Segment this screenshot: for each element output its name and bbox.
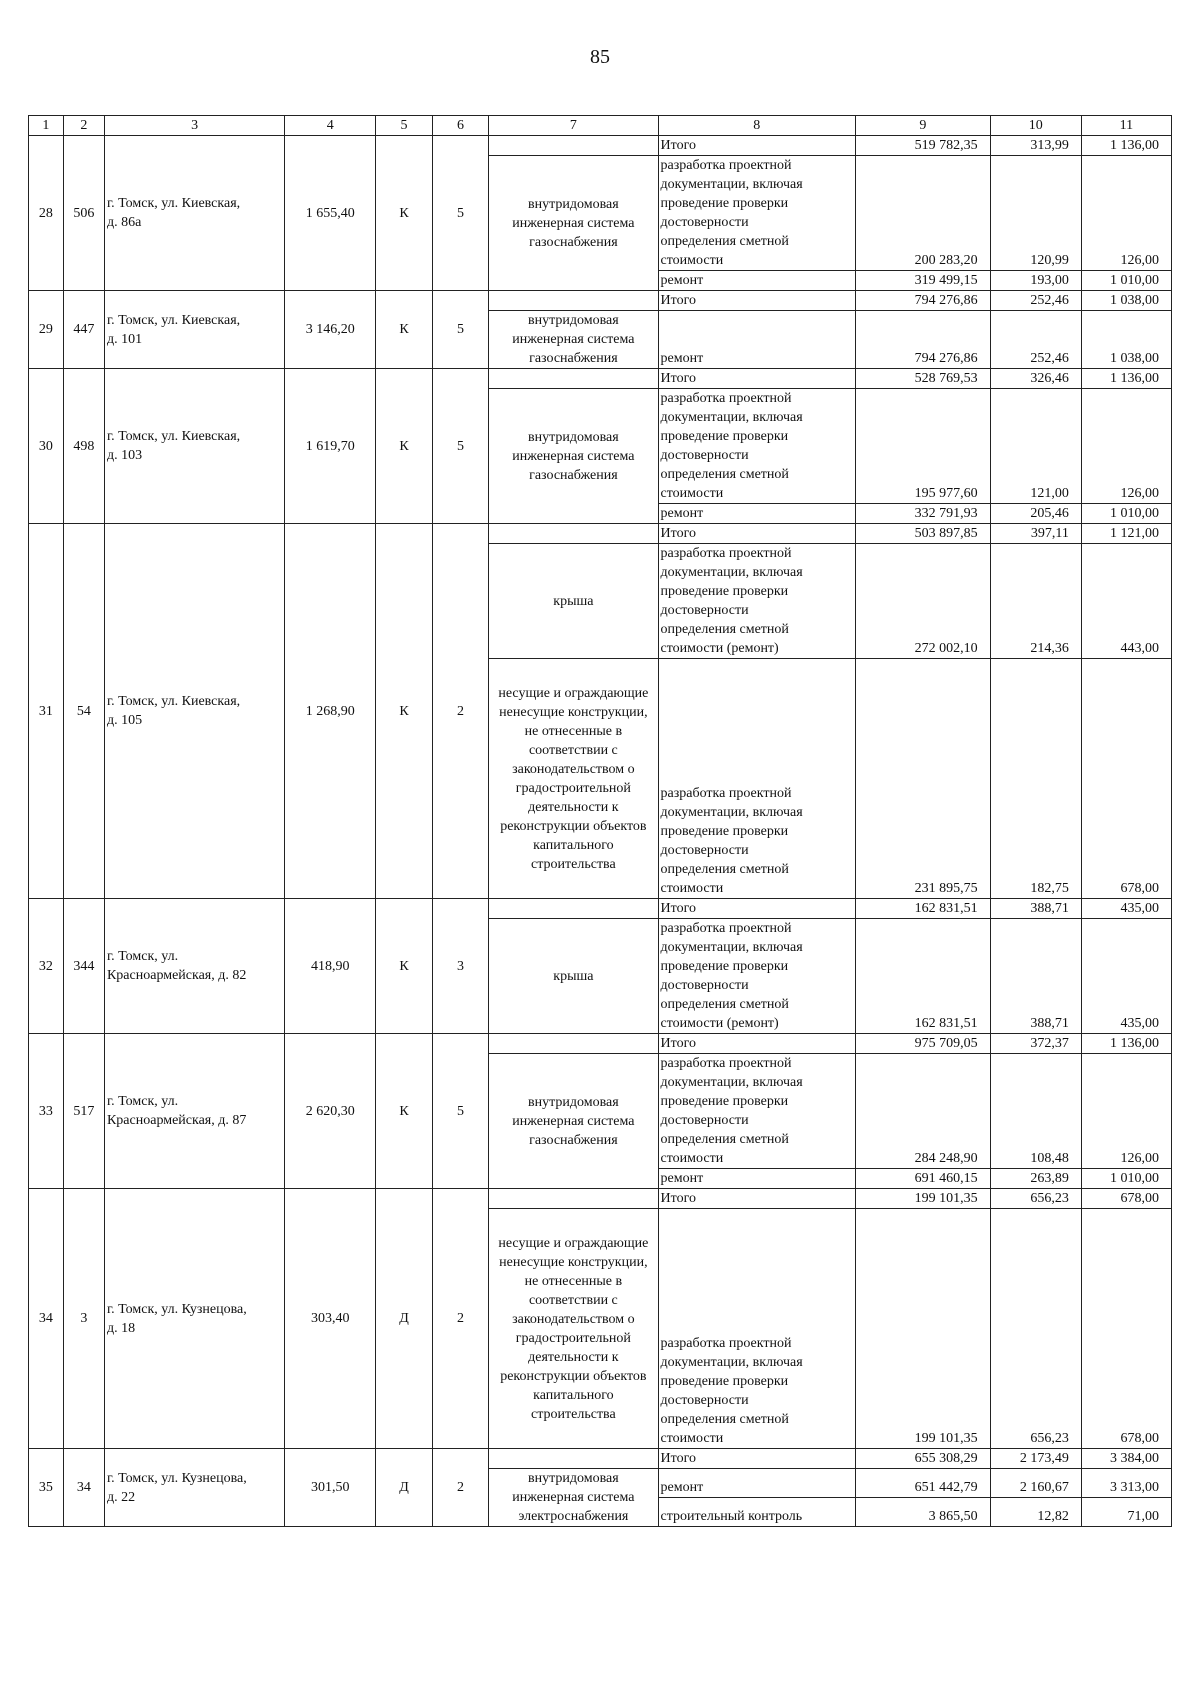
total-label: Итого	[658, 899, 856, 919]
house-id: 506	[63, 136, 104, 291]
row-number: 32	[29, 899, 64, 1034]
house-id: 54	[63, 524, 104, 899]
work-limit: 1 010,00	[1081, 271, 1171, 291]
work-limit: 126,00	[1081, 389, 1171, 504]
area: 1 619,70	[285, 369, 376, 524]
house-total-row	[29, 1034, 1172, 1054]
element-blank	[489, 136, 658, 156]
house-id: 517	[63, 1034, 104, 1189]
column-6-value: 5	[432, 1034, 488, 1189]
work-type: ремонт	[658, 1169, 856, 1189]
row-number: 35	[29, 1449, 64, 1527]
house-type: К	[376, 369, 432, 524]
column-6-value: 2	[432, 1449, 488, 1527]
work-cost-per-sqm: 263,89	[990, 1169, 1081, 1189]
work-limit: 1 010,00	[1081, 504, 1171, 524]
work-cost-per-sqm: 120,99	[990, 156, 1081, 271]
work-type: ремонт	[658, 271, 856, 291]
column-6-value: 5	[432, 369, 488, 524]
column-header-11: 11	[1081, 116, 1171, 136]
area: 1 268,90	[285, 524, 376, 899]
structural-element: внутридомовая инженерная система газоснабжения	[489, 311, 658, 369]
structural-element: внутридомовая инженерная система газоснабжения	[489, 1054, 658, 1189]
address: г. Томск, ул. Кузнецова, д. 22	[104, 1449, 284, 1527]
work-type: строительный контроль	[658, 1498, 856, 1527]
total-cost-per-sqm: 397,11	[990, 524, 1081, 544]
column-header-10: 10	[990, 116, 1081, 136]
column-header-2: 2	[63, 116, 104, 136]
total-cost-per-sqm: 656,23	[990, 1189, 1081, 1209]
work-type: разработка проектной документации, включая проведение проверки достоверности определения сметной стоимости (ремонт)	[658, 919, 856, 1034]
row-number: 31	[29, 524, 64, 899]
row-number: 29	[29, 291, 64, 369]
element-blank	[489, 1189, 658, 1209]
total-label: Итого	[658, 291, 856, 311]
work-limit: 3 313,00	[1081, 1469, 1171, 1498]
column-6-value: 3	[432, 899, 488, 1034]
total-cost: 199 101,35	[856, 1189, 991, 1209]
element-blank	[489, 1034, 658, 1054]
work-type: разработка проектной документации, включая проведение проверки достоверности определения сметной стоимости	[658, 156, 856, 271]
house-total-row	[29, 1189, 1172, 1209]
work-type: ремонт	[658, 311, 856, 369]
work-type: разработка проектной документации, включая проведение проверки достоверности определения сметной стоимости (ремонт)	[658, 544, 856, 659]
structural-element: крыша	[489, 544, 658, 659]
house-id: 447	[63, 291, 104, 369]
work-cost-per-sqm: 121,00	[990, 389, 1081, 504]
total-limit: 1 136,00	[1081, 369, 1171, 389]
work-cost-per-sqm: 12,82	[990, 1498, 1081, 1527]
address: г. Томск, ул. Киевская, д. 105	[104, 524, 284, 899]
house-type: К	[376, 1034, 432, 1189]
work-cost-per-sqm: 2 160,67	[990, 1469, 1081, 1498]
work-limit: 678,00	[1081, 1209, 1171, 1449]
work-cost: 199 101,35	[856, 1209, 991, 1449]
column-header-1: 1	[29, 116, 64, 136]
house-total-row	[29, 369, 1172, 389]
work-cost: 794 276,86	[856, 311, 991, 369]
column-header-6: 6	[432, 116, 488, 136]
total-limit: 1 121,00	[1081, 524, 1171, 544]
total-limit: 435,00	[1081, 899, 1171, 919]
house-total-row	[29, 1449, 1172, 1469]
row-number: 28	[29, 136, 64, 291]
work-cost-per-sqm: 108,48	[990, 1054, 1081, 1169]
structural-element: внутридомовая инженерная система газоснабжения	[489, 156, 658, 291]
total-cost: 503 897,85	[856, 524, 991, 544]
total-label: Итого	[658, 1034, 856, 1054]
house-type: К	[376, 524, 432, 899]
house-type: Д	[376, 1449, 432, 1527]
total-limit: 678,00	[1081, 1189, 1171, 1209]
column-header-7: 7	[489, 116, 658, 136]
address: г. Томск, ул. Киевская, д. 103	[104, 369, 284, 524]
area: 418,90	[285, 899, 376, 1034]
column-header-4: 4	[285, 116, 376, 136]
capital-repair-table	[28, 115, 1172, 1527]
element-blank	[489, 1449, 658, 1469]
page-number: 85	[590, 46, 610, 68]
total-cost-per-sqm: 313,99	[990, 136, 1081, 156]
work-type: разработка проектной документации, включая проведение проверки достоверности определения сметной стоимости	[658, 1209, 856, 1449]
total-cost: 528 769,53	[856, 369, 991, 389]
work-cost: 272 002,10	[856, 544, 991, 659]
work-type: разработка проектной документации, включая проведение проверки достоверности определения сметной стоимости	[658, 659, 856, 899]
address: г. Томск, ул. Красноармейская, д. 82	[104, 899, 284, 1034]
work-cost: 691 460,15	[856, 1169, 991, 1189]
work-cost-per-sqm: 205,46	[990, 504, 1081, 524]
column-6-value: 5	[432, 136, 488, 291]
total-cost-per-sqm: 372,37	[990, 1034, 1081, 1054]
work-cost: 3 865,50	[856, 1498, 991, 1527]
work-cost: 332 791,93	[856, 504, 991, 524]
work-limit: 443,00	[1081, 544, 1171, 659]
house-type: К	[376, 291, 432, 369]
row-number: 34	[29, 1189, 64, 1449]
work-cost-per-sqm: 214,36	[990, 544, 1081, 659]
work-cost-per-sqm: 182,75	[990, 659, 1081, 899]
total-cost: 975 709,05	[856, 1034, 991, 1054]
total-label: Итого	[658, 136, 856, 156]
house-total-row	[29, 136, 1172, 156]
total-label: Итого	[658, 1449, 856, 1469]
structural-element: несущие и ограждающие ненесущие конструкции, не отнесенные в соответствии с законодательством о градостроительной деятельности к реконструкции объектов капитального строительства	[489, 659, 658, 899]
structural-element: крыша	[489, 919, 658, 1034]
column-header-8: 8	[658, 116, 856, 136]
work-limit: 71,00	[1081, 1498, 1171, 1527]
work-cost: 284 248,90	[856, 1054, 991, 1169]
house-type: К	[376, 899, 432, 1034]
house-type: К	[376, 136, 432, 291]
work-cost: 162 831,51	[856, 919, 991, 1034]
total-cost-per-sqm: 388,71	[990, 899, 1081, 919]
area: 303,40	[285, 1189, 376, 1449]
house-id: 3	[63, 1189, 104, 1449]
address: г. Томск, ул. Киевская, д. 101	[104, 291, 284, 369]
element-blank	[489, 524, 658, 544]
total-limit: 1 038,00	[1081, 291, 1171, 311]
house-total-row	[29, 291, 1172, 311]
work-cost: 195 977,60	[856, 389, 991, 504]
total-label: Итого	[658, 1189, 856, 1209]
total-label: Итого	[658, 524, 856, 544]
house-total-row	[29, 899, 1172, 919]
work-cost: 319 499,15	[856, 271, 991, 291]
header-row	[29, 116, 1172, 136]
column-header-3: 3	[104, 116, 284, 136]
column-6-value: 2	[432, 1189, 488, 1449]
house-type: Д	[376, 1189, 432, 1449]
area: 2 620,30	[285, 1034, 376, 1189]
work-limit: 1 010,00	[1081, 1169, 1171, 1189]
total-cost: 162 831,51	[856, 899, 991, 919]
column-6-value: 5	[432, 291, 488, 369]
house-id: 344	[63, 899, 104, 1034]
column-6-value: 2	[432, 524, 488, 899]
total-limit: 1 136,00	[1081, 136, 1171, 156]
row-number: 30	[29, 369, 64, 524]
element-blank	[489, 899, 658, 919]
work-limit: 126,00	[1081, 156, 1171, 271]
house-id: 498	[63, 369, 104, 524]
total-limit: 3 384,00	[1081, 1449, 1171, 1469]
area: 301,50	[285, 1449, 376, 1527]
element-blank	[489, 291, 658, 311]
structural-element: внутридомовая инженерная система газоснабжения	[489, 389, 658, 524]
work-type: разработка проектной документации, включая проведение проверки достоверности определения сметной стоимости	[658, 389, 856, 504]
total-label: Итого	[658, 369, 856, 389]
address: г. Томск, ул. Красноармейская, д. 87	[104, 1034, 284, 1189]
house-id: 34	[63, 1449, 104, 1527]
area: 1 655,40	[285, 136, 376, 291]
address: г. Томск, ул. Кузнецова, д. 18	[104, 1189, 284, 1449]
work-cost-per-sqm: 193,00	[990, 271, 1081, 291]
structural-element: несущие и ограждающие ненесущие конструкции, не отнесенные в соответствии с законодательством о градостроительной деятельности к реконструкции объектов капитального строительства	[489, 1209, 658, 1449]
area: 3 146,20	[285, 291, 376, 369]
work-limit: 435,00	[1081, 919, 1171, 1034]
work-cost-per-sqm: 656,23	[990, 1209, 1081, 1449]
total-limit: 1 136,00	[1081, 1034, 1171, 1054]
work-limit: 126,00	[1081, 1054, 1171, 1169]
work-limit: 1 038,00	[1081, 311, 1171, 369]
total-cost: 519 782,35	[856, 136, 991, 156]
address: г. Томск, ул. Киевская, д. 86а	[104, 136, 284, 291]
total-cost-per-sqm: 252,46	[990, 291, 1081, 311]
element-blank	[489, 369, 658, 389]
work-cost: 651 442,79	[856, 1469, 991, 1498]
column-header-9: 9	[856, 116, 991, 136]
structural-element: внутридомовая инженерная система электроснабжения	[489, 1469, 658, 1527]
total-cost-per-sqm: 2 173,49	[990, 1449, 1081, 1469]
work-cost: 200 283,20	[856, 156, 991, 271]
total-cost-per-sqm: 326,46	[990, 369, 1081, 389]
work-limit: 678,00	[1081, 659, 1171, 899]
row-number: 33	[29, 1034, 64, 1189]
total-cost: 655 308,29	[856, 1449, 991, 1469]
total-cost: 794 276,86	[856, 291, 991, 311]
house-total-row	[29, 524, 1172, 544]
column-header-5: 5	[376, 116, 432, 136]
work-type: ремонт	[658, 504, 856, 524]
work-type: разработка проектной документации, включая проведение проверки достоверности определения сметной стоимости	[658, 1054, 856, 1169]
work-cost: 231 895,75	[856, 659, 991, 899]
work-cost-per-sqm: 252,46	[990, 311, 1081, 369]
work-type: ремонт	[658, 1469, 856, 1498]
work-cost-per-sqm: 388,71	[990, 919, 1081, 1034]
